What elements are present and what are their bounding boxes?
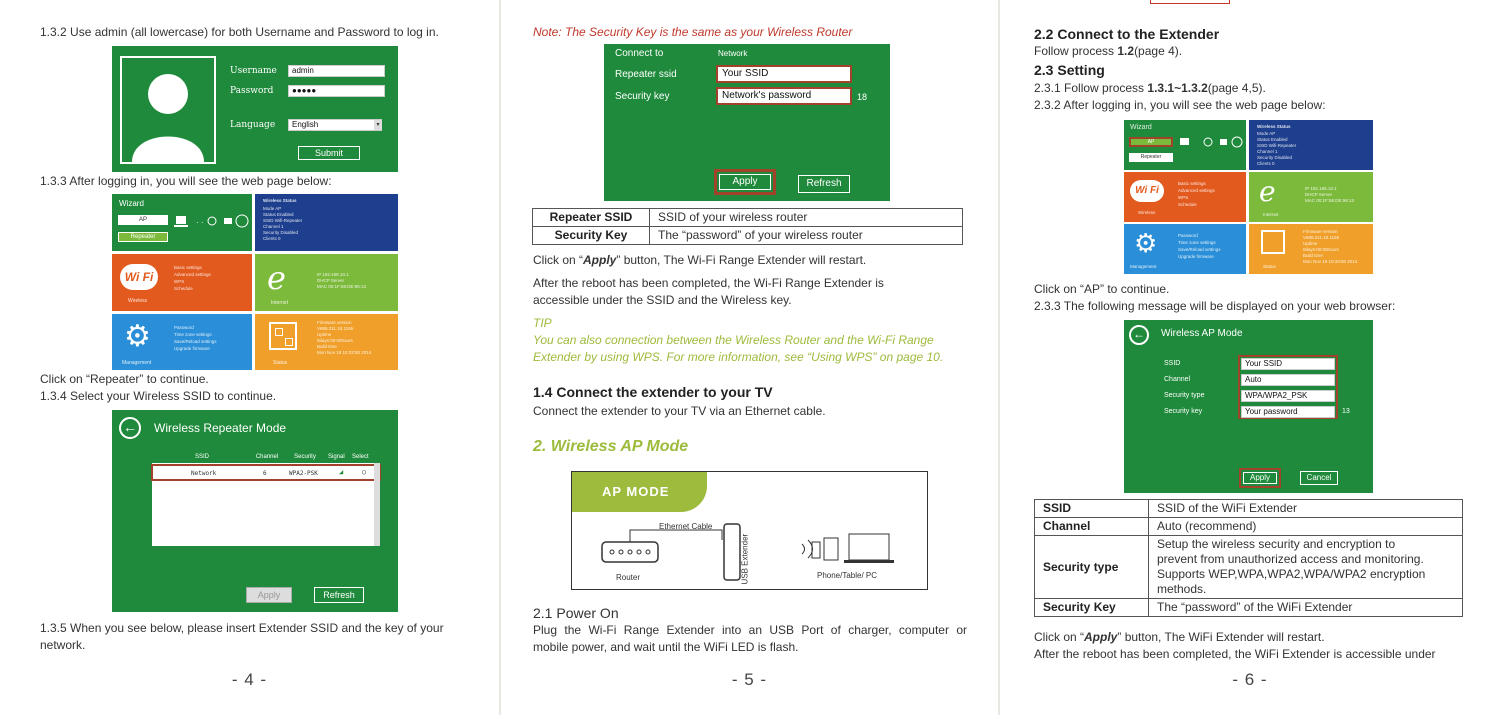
- list-item: DHCP Server: [317, 278, 345, 283]
- list-item: Clients 0: [263, 236, 281, 241]
- management-tile[interactable]: [112, 314, 252, 370]
- page-number: - 4 -: [231, 670, 268, 689]
- heading-2-1: 2.1 Power On: [533, 605, 619, 621]
- spec-key: SSID: [1035, 500, 1149, 518]
- spec-key: Security Key: [533, 227, 650, 245]
- list-item: MAC 00:1F:56:DE:96:13: [317, 284, 367, 289]
- status-tile[interactable]: [255, 314, 398, 370]
- internet-tile[interactable]: [255, 254, 398, 311]
- svg-text:· ·: · ·: [196, 218, 204, 227]
- list-item: Basic settings: [174, 265, 202, 270]
- list-item: Firmware version: [317, 320, 352, 325]
- click-ap-text: Click on “AP” to continue.: [1034, 282, 1170, 296]
- heading-1-4: 1.4 Connect the extender to your TV: [533, 384, 773, 400]
- page-4: [0, 0, 499, 715]
- row-security: WPA2-PSK: [289, 470, 318, 477]
- spec-value-line: prevent from unauthorized access and monitoring.: [1157, 552, 1424, 566]
- table-row[interactable]: [151, 464, 381, 481]
- list-item: IP 192.168.10.1: [1305, 186, 1337, 191]
- spec-value: [1149, 536, 1463, 599]
- list-item: Mon Nov 18 10:33:50 2014: [1303, 259, 1358, 264]
- apply-highlight: [1239, 468, 1281, 488]
- list-item: WPS: [174, 279, 185, 284]
- internet-tile[interactable]: [1249, 172, 1373, 222]
- ssid-label: SSID: [1164, 360, 1181, 367]
- usb-extender-label: USB Extender: [740, 533, 750, 585]
- list-item: Channel 1: [263, 224, 284, 229]
- repeater-spec-table: [532, 208, 963, 245]
- list-item: Save/Reload settings: [174, 339, 217, 344]
- repeater-mode-screenshot: [112, 410, 398, 612]
- list-item: Time zone settings: [174, 332, 212, 337]
- list-item: SSID Wifi-Repeater: [1257, 143, 1297, 148]
- col-select: Select: [352, 454, 369, 460]
- table-row: [1035, 500, 1463, 518]
- list-item: V686.211.18.1155: [1303, 235, 1340, 240]
- spec-key: Security Key: [1035, 599, 1149, 617]
- security-type-label: Security type: [1164, 392, 1205, 399]
- ssid-input[interactable]: Your SSID: [1241, 358, 1335, 370]
- repeater-ssid-input[interactable]: Your SSID: [716, 65, 852, 83]
- step-1-3-3: 1.3.3 After logging in, you will see the web page below:: [40, 174, 332, 188]
- ap-mode-title: Wireless AP Mode: [1161, 328, 1243, 339]
- ssid-list[interactable]: [152, 454, 380, 546]
- list-item: Password: [1178, 233, 1198, 238]
- ethernet-cable-label: Ethernet Cable: [659, 522, 713, 531]
- management-label: Management: [1130, 264, 1157, 269]
- wifi-logo-icon: Wi Fi: [1130, 180, 1164, 202]
- internet-label: Internet: [1263, 212, 1279, 217]
- cancel-button[interactable]: Cancel: [1300, 471, 1338, 485]
- key-length: 18: [857, 92, 868, 102]
- table-row: [533, 209, 963, 227]
- wireless-tile[interactable]: [1124, 172, 1246, 222]
- step-1-3-5-line2: network.: [40, 638, 86, 652]
- spec-value: The “password” of your wireless router: [650, 227, 963, 245]
- tip-line2: Extender by using WPS. For more information, see “Using WPS” on page 10.: [533, 350, 944, 364]
- list-item: DHCP Server: [1305, 192, 1333, 197]
- security-key-input[interactable]: Your password: [1241, 406, 1335, 418]
- list-item: Mode AP: [263, 206, 282, 211]
- click-apply-text: Click on “Apply” button, The Wi-Fi Range Extender will restart.: [533, 253, 867, 267]
- table-row: [1035, 518, 1463, 536]
- spec-value-line: Auto (recommend): [1157, 519, 1257, 533]
- username-label: Username: [230, 66, 277, 76]
- wireless-label: Wireless: [1138, 210, 1156, 215]
- list-item: IP 192.168.10.1: [317, 272, 349, 277]
- list-item: WPS: [1178, 195, 1189, 200]
- chevron-down-icon: ▾: [374, 120, 382, 130]
- list-item: 0days:00:00hours: [1303, 247, 1339, 252]
- ap-mode-screenshot: [1124, 320, 1373, 493]
- repeater-button[interactable]: Repeater: [118, 232, 168, 242]
- connect-to-value: Network: [718, 49, 748, 58]
- devices-label: Phone/Table/ PC: [817, 571, 878, 580]
- key-length: 13: [1342, 408, 1350, 415]
- wizard-label: Wizard: [1130, 124, 1152, 131]
- security-key-label: Security key: [615, 91, 670, 102]
- spec-value: SSID of your wireless router: [650, 209, 963, 227]
- network-topology-icon: [1178, 134, 1244, 154]
- back-arrow-icon[interactable]: ←: [1129, 325, 1149, 345]
- reboot-text-line1: After the reboot has been completed, the Wi-Fi Range Extender is: [533, 276, 884, 290]
- connect-to-label: Connect to: [615, 48, 664, 59]
- spec-value: [1149, 518, 1463, 536]
- dashboard-screenshot-small: [1124, 120, 1373, 274]
- reboot-text-line2: accessible under the SSID and the Wireless key.: [533, 293, 792, 307]
- col-channel: Channel: [255, 454, 279, 460]
- wifi-logo-icon: Wi Fi: [120, 264, 158, 290]
- ap-mode-tab: AP MODE: [572, 472, 707, 512]
- list-item: Password: [174, 325, 194, 330]
- page-number: - 5 -: [731, 670, 768, 689]
- signal-icon: ◢: [339, 468, 344, 476]
- list-item: Security Disabled: [263, 230, 299, 235]
- network-topology-icon: [174, 212, 250, 234]
- refresh-button[interactable]: Refresh: [798, 175, 850, 193]
- heading-2: 2. Wireless AP Mode: [533, 438, 689, 455]
- list-item: Clients 0: [1257, 161, 1275, 166]
- spec-key: Repeater SSID: [533, 209, 650, 227]
- list-item: Schedule: [174, 286, 193, 291]
- gear-icon: ⚙: [1134, 228, 1158, 258]
- password-input[interactable]: ●●●●●: [288, 85, 385, 97]
- page-5: [501, 0, 998, 715]
- step-2-3-1: 2.3.1 Follow process 1.3.1~1.3.2(page 4,5).: [1034, 81, 1266, 95]
- step-2-3-3: 2.3.3 The following message will be displayed on your web browser:: [1034, 299, 1396, 313]
- ap-button[interactable]: AP: [118, 215, 168, 225]
- table-row: [1035, 536, 1463, 599]
- wizard-tile: [112, 194, 252, 251]
- login-screenshot: [112, 46, 398, 172]
- wizard-label: Wizard: [119, 199, 144, 208]
- wireless-status-tile: [1249, 120, 1373, 170]
- heading-2-2: 2.2 Connect to the Extender: [1034, 26, 1220, 42]
- click-repeater-text: Click on “Repeater” to continue.: [40, 372, 209, 386]
- security-type-select[interactable]: WPA/WPA2_PSK: [1241, 390, 1335, 402]
- spec-key: Channel: [1035, 518, 1149, 536]
- username-input[interactable]: admin: [288, 65, 385, 77]
- row-channel: 6: [263, 470, 267, 477]
- list-item: Build time: [1303, 253, 1323, 258]
- status-grid-icon: [269, 322, 297, 350]
- table-row: [533, 227, 963, 245]
- list-item: Time zone settings: [1178, 240, 1216, 245]
- col-security: Security: [294, 454, 316, 460]
- status-tile[interactable]: [1249, 224, 1373, 274]
- internet-e-icon: e: [1259, 175, 1276, 208]
- status-grid-icon: [1261, 230, 1285, 254]
- repeater-mode-title: Wireless Repeater Mode: [154, 421, 287, 435]
- status-label: Status: [1263, 264, 1276, 269]
- security-key-note: Note: The Security Key is the same as your Wireless Router: [533, 25, 853, 39]
- step-1-3-5-line1: 1.3.5 When you see below, please insert Extender SSID and the key of your: [40, 621, 444, 635]
- channel-select[interactable]: Auto: [1241, 374, 1335, 386]
- ap-mode-diagram: [571, 471, 928, 590]
- spec-value-line: The “password” of the WiFi Extender: [1157, 600, 1353, 614]
- spec-value-line: Setup the wireless security and encryption to: [1157, 537, 1396, 551]
- spec-key: Security type: [1035, 536, 1149, 599]
- step-1-3-2: 1.3.2 Use admin (all lowercase) for both Username and Password to log in.: [40, 25, 439, 39]
- list-item: 0days:00:00hours: [317, 338, 353, 343]
- list-item: Mode AP: [1257, 131, 1276, 136]
- dashboard-screenshot: [112, 194, 398, 370]
- user-avatar-icon: [120, 56, 216, 164]
- gear-icon: ⚙: [124, 320, 151, 353]
- list-item: Firmware version: [1303, 229, 1338, 234]
- repeater-button[interactable]: Repeater: [1129, 153, 1173, 162]
- apply-button[interactable]: Apply: [246, 587, 292, 603]
- list-item: Uptime: [317, 332, 332, 337]
- step-2-3-2: 2.3.2 After logging in, you will see the web page below:: [1034, 98, 1326, 112]
- list-item: Upgrade firmware: [174, 346, 210, 351]
- list-item: Save/Reload settings: [1178, 247, 1221, 252]
- list-item: Mon Nov 18 10:33:50 2014: [317, 350, 372, 355]
- table-row: [1035, 599, 1463, 617]
- router-label: Router: [616, 573, 641, 582]
- list-item: Upgrade firmware: [1178, 254, 1214, 259]
- row-ssid: Network: [191, 470, 217, 477]
- wireless-status-title: Wireless Status: [1257, 124, 1291, 129]
- submit-button[interactable]: Submit: [298, 146, 360, 160]
- internet-e-icon: e: [267, 259, 286, 297]
- heading-2-3: 2.3 Setting: [1034, 62, 1105, 78]
- wizard-tile: [1124, 120, 1246, 170]
- back-arrow-icon[interactable]: ←: [119, 417, 141, 439]
- language-select[interactable]: English: [288, 119, 382, 131]
- internet-label: Internet: [271, 300, 288, 306]
- list-item: Status Enabled: [1257, 137, 1288, 142]
- list-item: Build time: [317, 344, 337, 349]
- spec-value-line: Supports WEP,WPA,WPA2,WPA/WPA2 encryption: [1157, 567, 1426, 581]
- repeater-ssid-label: Repeater ssid: [615, 69, 677, 80]
- scrollbar[interactable]: [374, 463, 380, 546]
- list-item: Channel 1: [1257, 149, 1278, 154]
- list-item: Uptime: [1303, 241, 1318, 246]
- radio-select[interactable]: ○: [362, 468, 367, 476]
- spec-value: [1149, 599, 1463, 617]
- spec-value-line: SSID of the WiFi Extender: [1157, 501, 1298, 515]
- ap-spec-table: [1034, 499, 1463, 617]
- status-label: Status: [273, 360, 288, 366]
- password-label: Password: [230, 86, 274, 96]
- step-1-3-4: 1.3.4 Select your Wireless SSID to continue.: [40, 389, 277, 403]
- apply-button[interactable]: Apply: [719, 174, 771, 190]
- power-on-line1: Plug the Wi-Fi Range Extender into an USB Port of charger, computer or: [533, 623, 967, 637]
- list-item: SSID Wifi-Repeater: [263, 218, 303, 223]
- list-item: MAC 00:1F:56:DE:96:13: [1305, 198, 1355, 203]
- list-item: V686.211.18.1155: [317, 326, 354, 331]
- reboot-text: After the reboot has been completed, the WiFi Extender is accessible under: [1034, 647, 1436, 661]
- wireless-status-tile: [255, 194, 398, 251]
- list-item: Status Enabled: [263, 212, 294, 217]
- list-item: Advanced settings: [174, 272, 211, 277]
- apply-highlight: [714, 169, 776, 195]
- spec-value-line: methods.: [1157, 582, 1207, 596]
- ap-button[interactable]: AP: [1129, 137, 1173, 147]
- list-item: Basic settings: [1178, 181, 1206, 186]
- security-key-input[interactable]: Network's password: [716, 87, 852, 105]
- heading-1-4-text: Connect the extender to your TV via an Ethernet cable.: [533, 404, 826, 418]
- management-tile[interactable]: [1124, 224, 1246, 274]
- logo-fragment: [1150, 0, 1230, 4]
- tip-heading: TIP: [533, 316, 552, 330]
- tip-line1: You can also connection between the Wireless Router and the Wi-Fi Range: [533, 333, 934, 347]
- refresh-button[interactable]: Refresh: [314, 587, 364, 603]
- click-apply-text: Click on “Apply” button, The WiFi Extender will restart.: [1034, 630, 1325, 644]
- wireless-status-title: Wireless Status: [263, 198, 297, 203]
- heading-2-2-text: Follow process 1.2(page 4).: [1034, 44, 1183, 58]
- page-6: [1000, 0, 1500, 715]
- repeater-form-screenshot: [604, 44, 890, 201]
- col-signal: Signal: [328, 454, 345, 460]
- wireless-tile[interactable]: [112, 254, 252, 311]
- col-ssid: SSID: [194, 454, 209, 460]
- wireless-label: Wireless: [128, 298, 148, 304]
- power-on-line2: mobile power, and wait until the WiFi LED is flash.: [533, 640, 799, 654]
- security-key-label: Security key: [1164, 408, 1203, 415]
- management-label: Management: [122, 360, 152, 366]
- list-item: Security Disabled: [1257, 155, 1293, 160]
- apply-button[interactable]: Apply: [1243, 472, 1277, 484]
- page-number: - 6 -: [1232, 670, 1268, 689]
- list-item: Advanced settings: [1178, 188, 1215, 193]
- language-label: Language: [230, 120, 276, 130]
- channel-label: Channel: [1164, 376, 1191, 383]
- list-item: Schedule: [1178, 202, 1197, 207]
- ssid-list-header: [152, 454, 380, 463]
- spec-value: [1149, 500, 1463, 518]
